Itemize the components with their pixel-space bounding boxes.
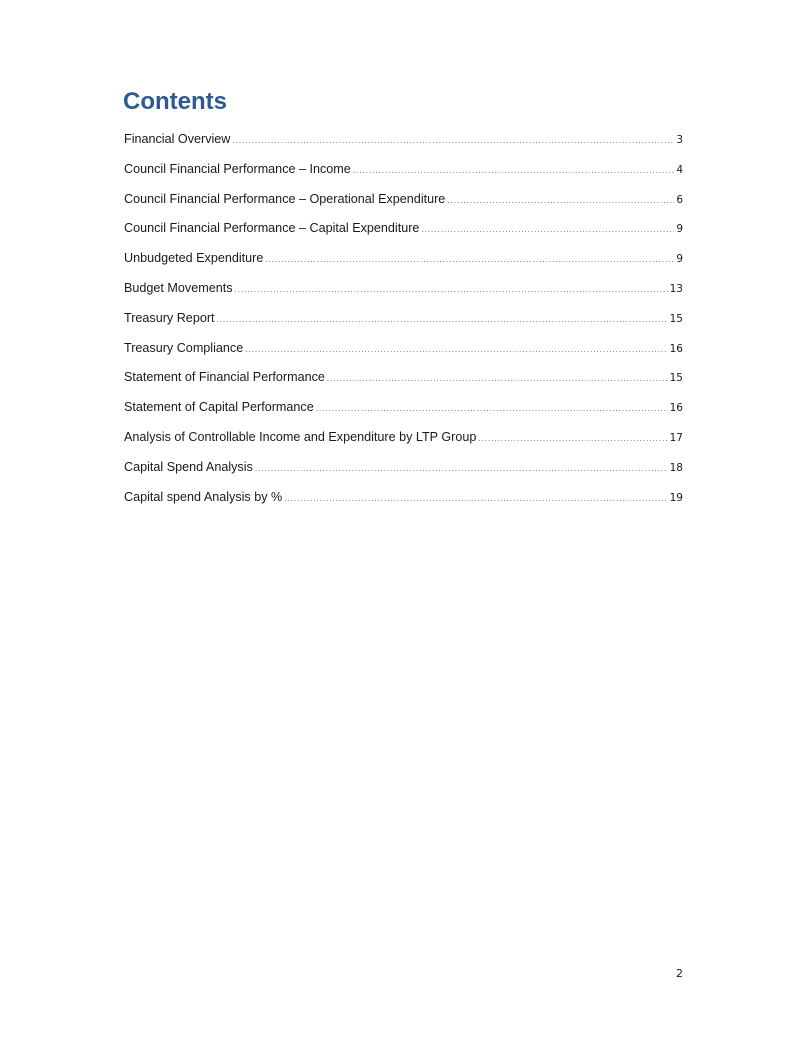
table-of-contents <box>124 126 683 513</box>
toc-dot-leader <box>245 337 667 363</box>
toc-entry-capital-spend-analysis[interactable] <box>124 454 683 484</box>
toc-page-number: 16 <box>669 342 683 355</box>
toc-dot-leader <box>265 247 674 273</box>
toc-entry-label: Capital Spend Analysis <box>124 459 253 474</box>
toc-dot-leader <box>478 426 667 452</box>
toc-page-number: 18 <box>669 461 683 474</box>
toc-entry-label: Budget Movements <box>124 280 233 295</box>
toc-dot-leader <box>217 307 668 333</box>
toc-entry-controllable-income-analysis[interactable] <box>124 424 683 454</box>
toc-page-number: 13 <box>669 282 683 295</box>
toc-dot-leader <box>235 277 668 303</box>
toc-entry-capital-expenditure[interactable] <box>124 215 683 245</box>
toc-entry-unbudgeted-expenditure[interactable] <box>124 245 683 275</box>
toc-dot-leader <box>327 366 668 392</box>
toc-page-number: 3 <box>676 134 683 146</box>
toc-entry-label: Capital spend Analysis by % <box>124 489 283 504</box>
toc-entry-label: Analysis of Controllable Income and Expenditure by LTP Group <box>124 429 477 444</box>
toc-entry-label: Council Financial Performance – Operational Expenditure <box>124 191 446 206</box>
toc-page-number: 9 <box>676 253 683 266</box>
toc-entry-label: Treasury Report <box>124 310 215 325</box>
toc-entry-label: Unbudgeted Expenditure <box>124 251 264 266</box>
toc-page-number: 15 <box>669 372 683 385</box>
toc-page-number: 17 <box>669 431 683 444</box>
toc-entry-label: Council Financial Performance – Capital Expenditure <box>124 221 420 236</box>
toc-page-number: 15 <box>669 312 683 325</box>
toc-entry-operational-expenditure[interactable] <box>124 186 683 216</box>
toc-entry-statement-financial-performance[interactable] <box>124 364 683 394</box>
toc-dot-leader <box>421 217 674 243</box>
toc-entry-capital-spend-analysis-percent[interactable] <box>124 484 683 514</box>
toc-entry-budget-movements[interactable] <box>124 275 683 305</box>
toc-entry-label: Financial Overview <box>124 132 231 146</box>
toc-dot-leader <box>284 486 667 512</box>
toc-dot-leader <box>316 396 668 422</box>
toc-dot-leader <box>232 128 674 154</box>
toc-entry-label: Statement of Financial Performance <box>124 370 325 385</box>
toc-entry-label: Council Financial Performance – Income <box>124 161 351 176</box>
toc-dot-leader <box>255 456 668 482</box>
toc-entry-label: Treasury Compliance <box>124 340 244 355</box>
toc-page-number: 9 <box>676 223 683 236</box>
page-number: 2 <box>676 967 683 980</box>
toc-dot-leader <box>353 158 675 184</box>
toc-entry-treasury-report[interactable] <box>124 305 683 335</box>
page-title: Contents <box>123 88 227 115</box>
toc-entry-treasury-compliance[interactable] <box>124 335 683 365</box>
toc-page-number: 4 <box>676 163 683 176</box>
toc-page-number: 16 <box>669 402 683 415</box>
toc-page-number: 6 <box>676 193 683 206</box>
toc-page-number: 19 <box>669 491 683 504</box>
toc-entry-statement-capital-performance[interactable] <box>124 394 683 424</box>
toc-entry-label: Statement of Capital Performance <box>124 400 314 415</box>
toc-dot-leader <box>447 188 674 214</box>
toc-entry-financial-overview[interactable] <box>124 126 683 156</box>
toc-entry-income[interactable] <box>124 156 683 186</box>
